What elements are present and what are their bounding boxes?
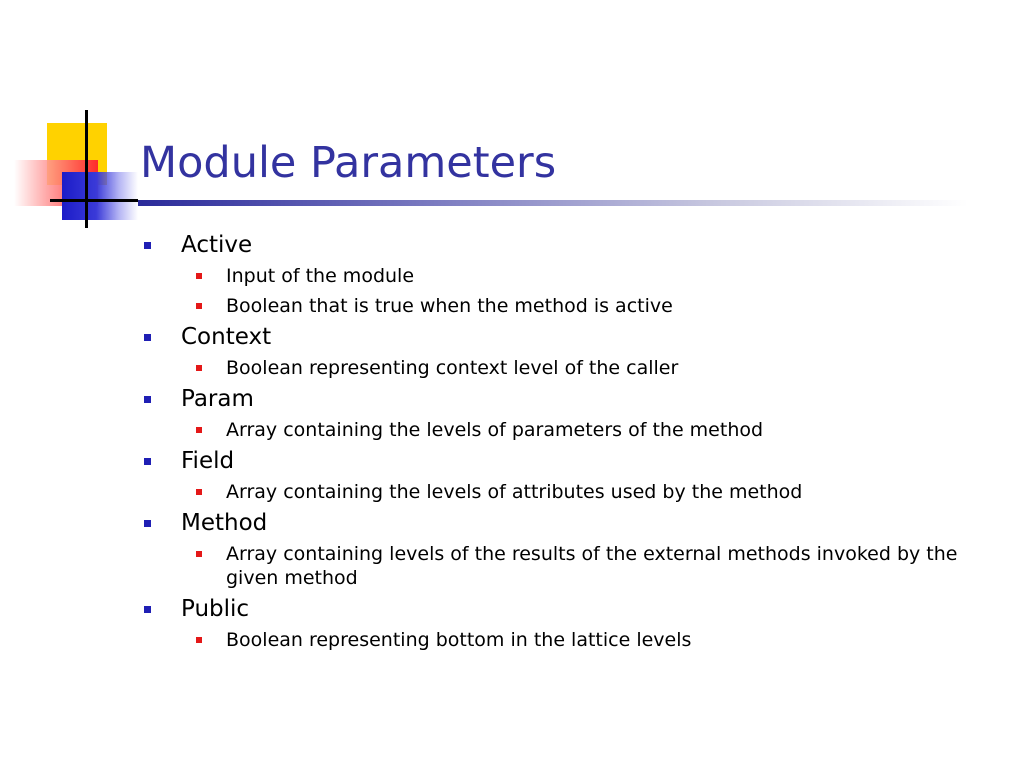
bullet-item-param xyxy=(143,386,973,412)
bullet-label: Context xyxy=(181,324,272,350)
square-sub-bullet-icon xyxy=(196,303,202,309)
bullet-item-public xyxy=(143,596,973,622)
bullet-item-context xyxy=(143,324,973,350)
square-sub-bullet-icon xyxy=(196,273,202,279)
sub-bullet-text: Boolean representing bottom in the lattice levels xyxy=(226,629,692,651)
square-sub-bullet-icon xyxy=(196,637,202,643)
sub-bullet-item xyxy=(226,356,966,380)
square-bullet-icon xyxy=(144,520,151,527)
square-sub-bullet-icon xyxy=(196,365,202,371)
sub-bullet-text: Boolean that is true when the method is active xyxy=(226,295,673,317)
sub-bullet-item xyxy=(226,264,966,288)
sub-bullet-text: Input of the module xyxy=(226,265,415,287)
sub-bullet-text: Array containing the levels of attributes used by the method xyxy=(226,481,803,503)
bullet-label: Method xyxy=(181,510,268,536)
logo-horizontal-line xyxy=(50,199,138,202)
square-bullet-icon xyxy=(144,242,151,249)
square-bullet-icon xyxy=(144,334,151,341)
square-bullet-icon xyxy=(144,458,151,465)
title-underline xyxy=(138,200,968,206)
sub-bullet-text: Array containing the levels of parameters of the method xyxy=(226,419,764,441)
sub-bullet-item xyxy=(226,418,966,442)
bullet-item-field xyxy=(143,448,973,474)
logo-vertical-line xyxy=(85,110,88,228)
bullet-item-method xyxy=(143,510,973,536)
bullet-label: Active xyxy=(181,232,253,258)
sub-bullet-item xyxy=(226,480,966,504)
square-bullet-icon xyxy=(144,606,151,613)
square-sub-bullet-icon xyxy=(196,427,202,433)
bullet-item-active xyxy=(143,232,973,258)
square-bullet-icon xyxy=(144,396,151,403)
sub-bullet-item xyxy=(226,628,966,652)
slide-title: Module Parameters xyxy=(140,138,557,188)
bullet-label: Param xyxy=(181,386,254,412)
bullet-label: Public xyxy=(181,596,250,622)
square-sub-bullet-icon xyxy=(196,489,202,495)
sub-bullet-text: Array containing levels of the results of the external methods invoked by the given method xyxy=(226,543,958,589)
sub-bullet-item xyxy=(226,542,966,590)
bullet-list xyxy=(143,232,973,652)
sub-bullet-item xyxy=(226,294,966,318)
sub-bullet-text: Boolean representing context level of the caller xyxy=(226,357,679,379)
bullet-label: Field xyxy=(181,448,235,474)
logo-blue-gradient xyxy=(62,172,138,220)
square-sub-bullet-icon xyxy=(196,551,202,557)
